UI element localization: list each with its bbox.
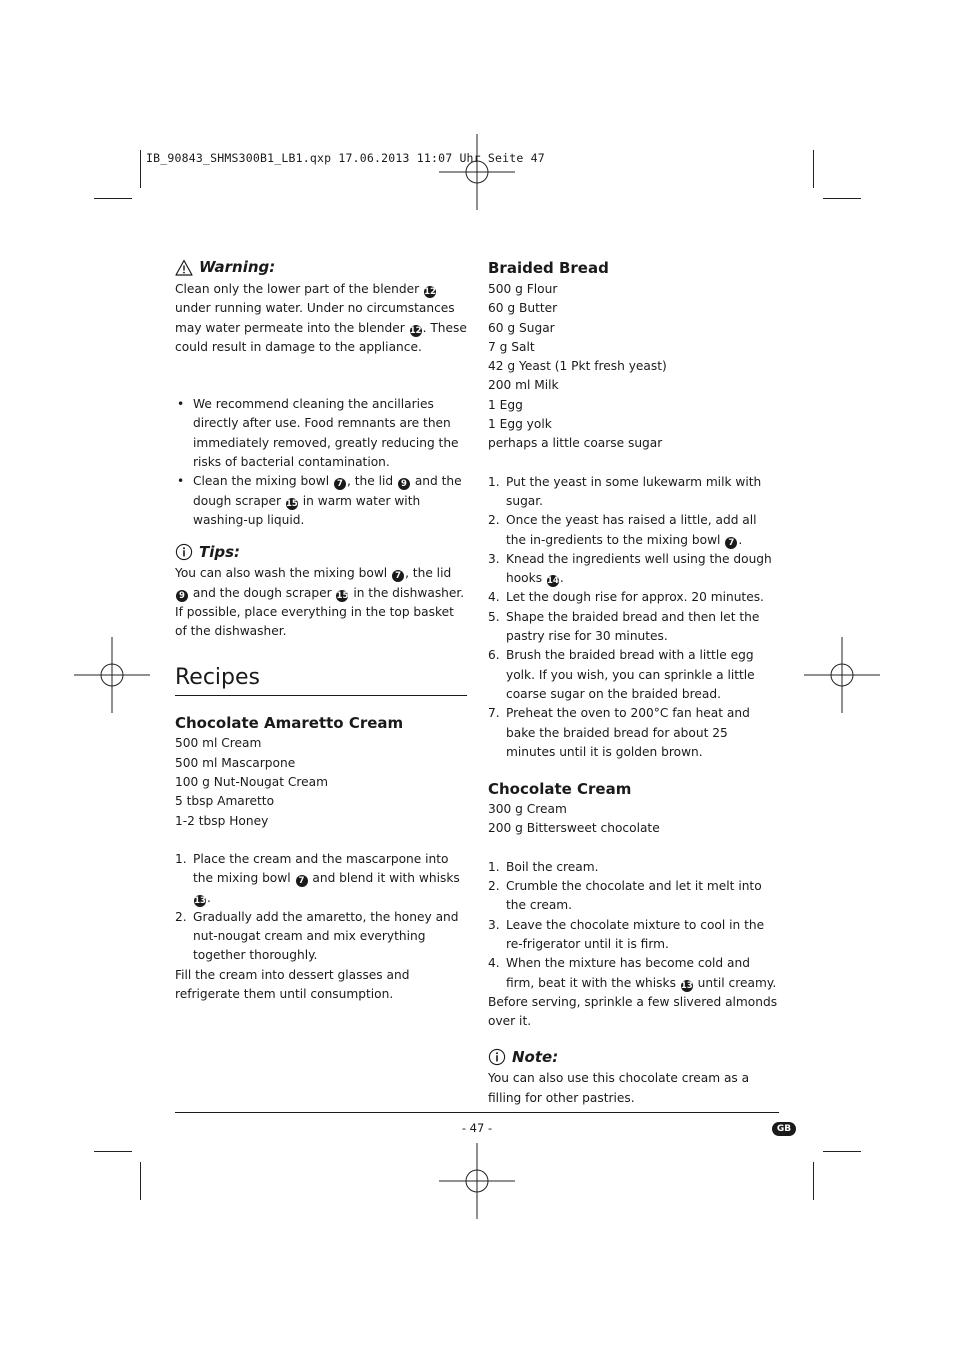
part-number-badge: 13	[194, 895, 206, 906]
chocolate-amaretto-ingredients	[175, 734, 467, 830]
step-item	[488, 473, 780, 512]
step-text: Let the dough rise for approx. 20 minutes.	[506, 590, 764, 605]
part-number-badge: 7	[725, 537, 737, 549]
care-bullet-list	[175, 395, 467, 530]
registration-mark-top	[439, 134, 515, 210]
step-number: 2.	[488, 513, 500, 528]
braided-bread-title: Braided Bread	[488, 259, 609, 277]
part-number-badge: 9	[398, 478, 410, 490]
registration-mark-right	[804, 637, 880, 713]
step-text: Crumble the chocolate and let it melt into the cream.	[506, 879, 762, 913]
note-title: Note:	[512, 1047, 559, 1066]
step-text: Once the yeast has raised a little, add all the in-gredients to the mixing bowl 7 .	[506, 513, 757, 548]
info-icon	[488, 1048, 506, 1066]
registration-mark-left	[74, 637, 150, 713]
ingredient-item: 500 ml Cream	[175, 736, 262, 751]
part-number-badge: 14	[547, 576, 559, 587]
tips-heading	[175, 540, 467, 564]
step-text: Knead the ingredients well using the dough hooks 14.	[506, 551, 772, 587]
note-text: You can also use this chocolate cream as a filling for other pastries.	[488, 1071, 750, 1105]
ingredient-item: 300 g Cream	[488, 802, 567, 817]
chocolate-cream-steps	[488, 858, 780, 993]
step-item	[488, 954, 780, 993]
step-text: Put the yeast in some lukewarm milk with sugar.	[506, 474, 762, 508]
step-number: 3.	[488, 551, 500, 566]
step-number: 4.	[488, 956, 500, 971]
part-number-badge: 12	[424, 287, 436, 297]
right-column	[488, 256, 780, 1108]
step-item	[488, 916, 780, 955]
chocolate-cream-closing: Before serving, sprinkle a few slivered almonds over it.	[488, 994, 778, 1029]
chocolate-amaretto-steps	[175, 850, 467, 966]
tips-title: Tips:	[199, 542, 241, 561]
step-text: Shape the braided bread and then let the pastry rise for 30 minutes.	[506, 609, 760, 644]
step-item	[175, 850, 467, 908]
step-text: Brush the braided bread with a little egg yolk. If you wish, you can sprinkle a little coarse sugar on the braided bread.	[506, 648, 755, 701]
ingredient-item: 500 ml Mascarpone	[175, 755, 296, 770]
ingredient-item: 500 g Flour	[488, 282, 558, 296]
step-item	[488, 858, 780, 877]
step-text: Gradually add the amaretto, the honey and nut-nougat cream and mix everything together thoroughly.	[193, 909, 459, 963]
ingredient-item: 60 g Sugar	[488, 320, 555, 335]
left-column	[175, 256, 467, 1004]
ingredient-item: 1 Egg yolk	[488, 417, 552, 432]
step-number: 4.	[488, 590, 500, 605]
part-number-badge: 13	[680, 980, 693, 991]
step-text: Leave the chocolate mixture to cool in the re-frigerator until it is firm.	[506, 917, 765, 951]
part-number-badge: 7	[392, 570, 404, 582]
ingredient-item: 5 tbsp Amaretto	[175, 794, 275, 809]
ingredient-item: 7 g Salt	[488, 339, 535, 354]
step-number: 1.	[488, 859, 500, 874]
part-number-badge: 15	[336, 590, 349, 601]
ingredient-item: 60 g Butter	[488, 301, 558, 316]
part-number-badge: 12	[409, 325, 422, 336]
step-item	[488, 608, 780, 647]
ingredient-item: 1-2 tbsp Honey	[175, 813, 269, 828]
language-badge: GB	[772, 1122, 796, 1136]
step-number: 7.	[488, 706, 500, 721]
step-number: 3.	[488, 917, 500, 932]
list-item: • Clean the mixing bowl 7 , the lid 9 and the dough scraper 15 in warm water with washing-up liquid.	[175, 472, 467, 530]
recipes-heading: Recipes	[175, 663, 467, 696]
list-item: • We recommend cleaning the ancillaries directly after use. Food remnants are then immediately removed, greatly reducing the risks of bacterial contamination.	[175, 395, 467, 472]
part-number-badge: 7	[334, 478, 346, 490]
step-item	[488, 588, 780, 607]
page-number: - 47 -	[461, 1121, 493, 1135]
step-item	[488, 704, 780, 762]
step-item	[175, 908, 467, 966]
ingredient-item: 42 g Yeast (1 Pkt fresh yeast)	[488, 359, 667, 374]
part-number-badge: 15	[285, 498, 298, 509]
part-number-badge: 9	[176, 590, 188, 602]
print-slug: IB_90843_SHMS300B1_LB1.qxp 17.06.2013 11:07 Uhr Seite 47	[146, 151, 545, 165]
ingredient-item: 100 g Nut-Nougat Cream	[175, 775, 329, 790]
chocolate-amaretto-title: Chocolate Amaretto Cream	[175, 714, 404, 733]
braided-bread-ingredients	[488, 280, 780, 454]
note-heading	[488, 1045, 780, 1069]
info-icon	[175, 543, 193, 561]
ingredient-item: perhaps a little coarse sugar	[488, 436, 663, 451]
warning-triangle-icon	[175, 259, 193, 277]
step-number: 2.	[175, 909, 187, 924]
step-text: Preheat the oven to 200°C fan heat and bake the braided bread for about 25 minutes until it is golden brown.	[506, 706, 750, 759]
step-text: Place the cream and the mascarpone into the mixing bowl 7 and blend it with whisks 13.	[193, 851, 460, 906]
warning-heading	[175, 256, 467, 280]
footer-rule	[175, 1112, 779, 1113]
tips-line: If possible, place everything in the top basket of the dishwasher.	[175, 604, 454, 639]
chocolate-cream-ingredients	[488, 800, 780, 839]
warning-title: Warning:	[199, 258, 276, 277]
warning-text: Clean only the lower part of the blender 12 under running water. Under no circumstances may water permeate into the blender 12. These could result in damage to the appliance.	[175, 282, 467, 354]
step-item	[488, 511, 780, 550]
step-number: 1.	[175, 851, 187, 866]
step-item	[488, 550, 780, 589]
step-number: 5.	[488, 609, 500, 624]
step-text: Boil the cream.	[506, 859, 599, 874]
ingredient-item: 1 Egg	[488, 397, 523, 412]
step-number: 1.	[488, 474, 500, 489]
tips-line: You can also wash the mixing bowl 7 , the lid 9 and the dough scraper 15 in the dishwasher.	[175, 566, 465, 601]
chocolate-cream-title: Chocolate Cream	[488, 780, 632, 799]
ingredient-item: 200 ml Milk	[488, 378, 559, 393]
chocolate-amaretto-closing: Fill the cream into dessert glasses and refrigerate them until consumption.	[175, 967, 410, 1002]
braided-bread-steps	[488, 473, 780, 762]
ingredient-item: 200 g Bittersweet chocolate	[488, 821, 660, 836]
step-item	[488, 646, 780, 704]
step-number: 6.	[488, 648, 500, 663]
part-number-badge: 7	[296, 875, 308, 887]
step-number: 2.	[488, 879, 500, 894]
registration-mark-bottom	[439, 1143, 515, 1219]
step-text: When the mixture has become cold and firm, beat it with the whisks 13 until creamy.	[506, 956, 777, 991]
step-item	[488, 877, 780, 916]
